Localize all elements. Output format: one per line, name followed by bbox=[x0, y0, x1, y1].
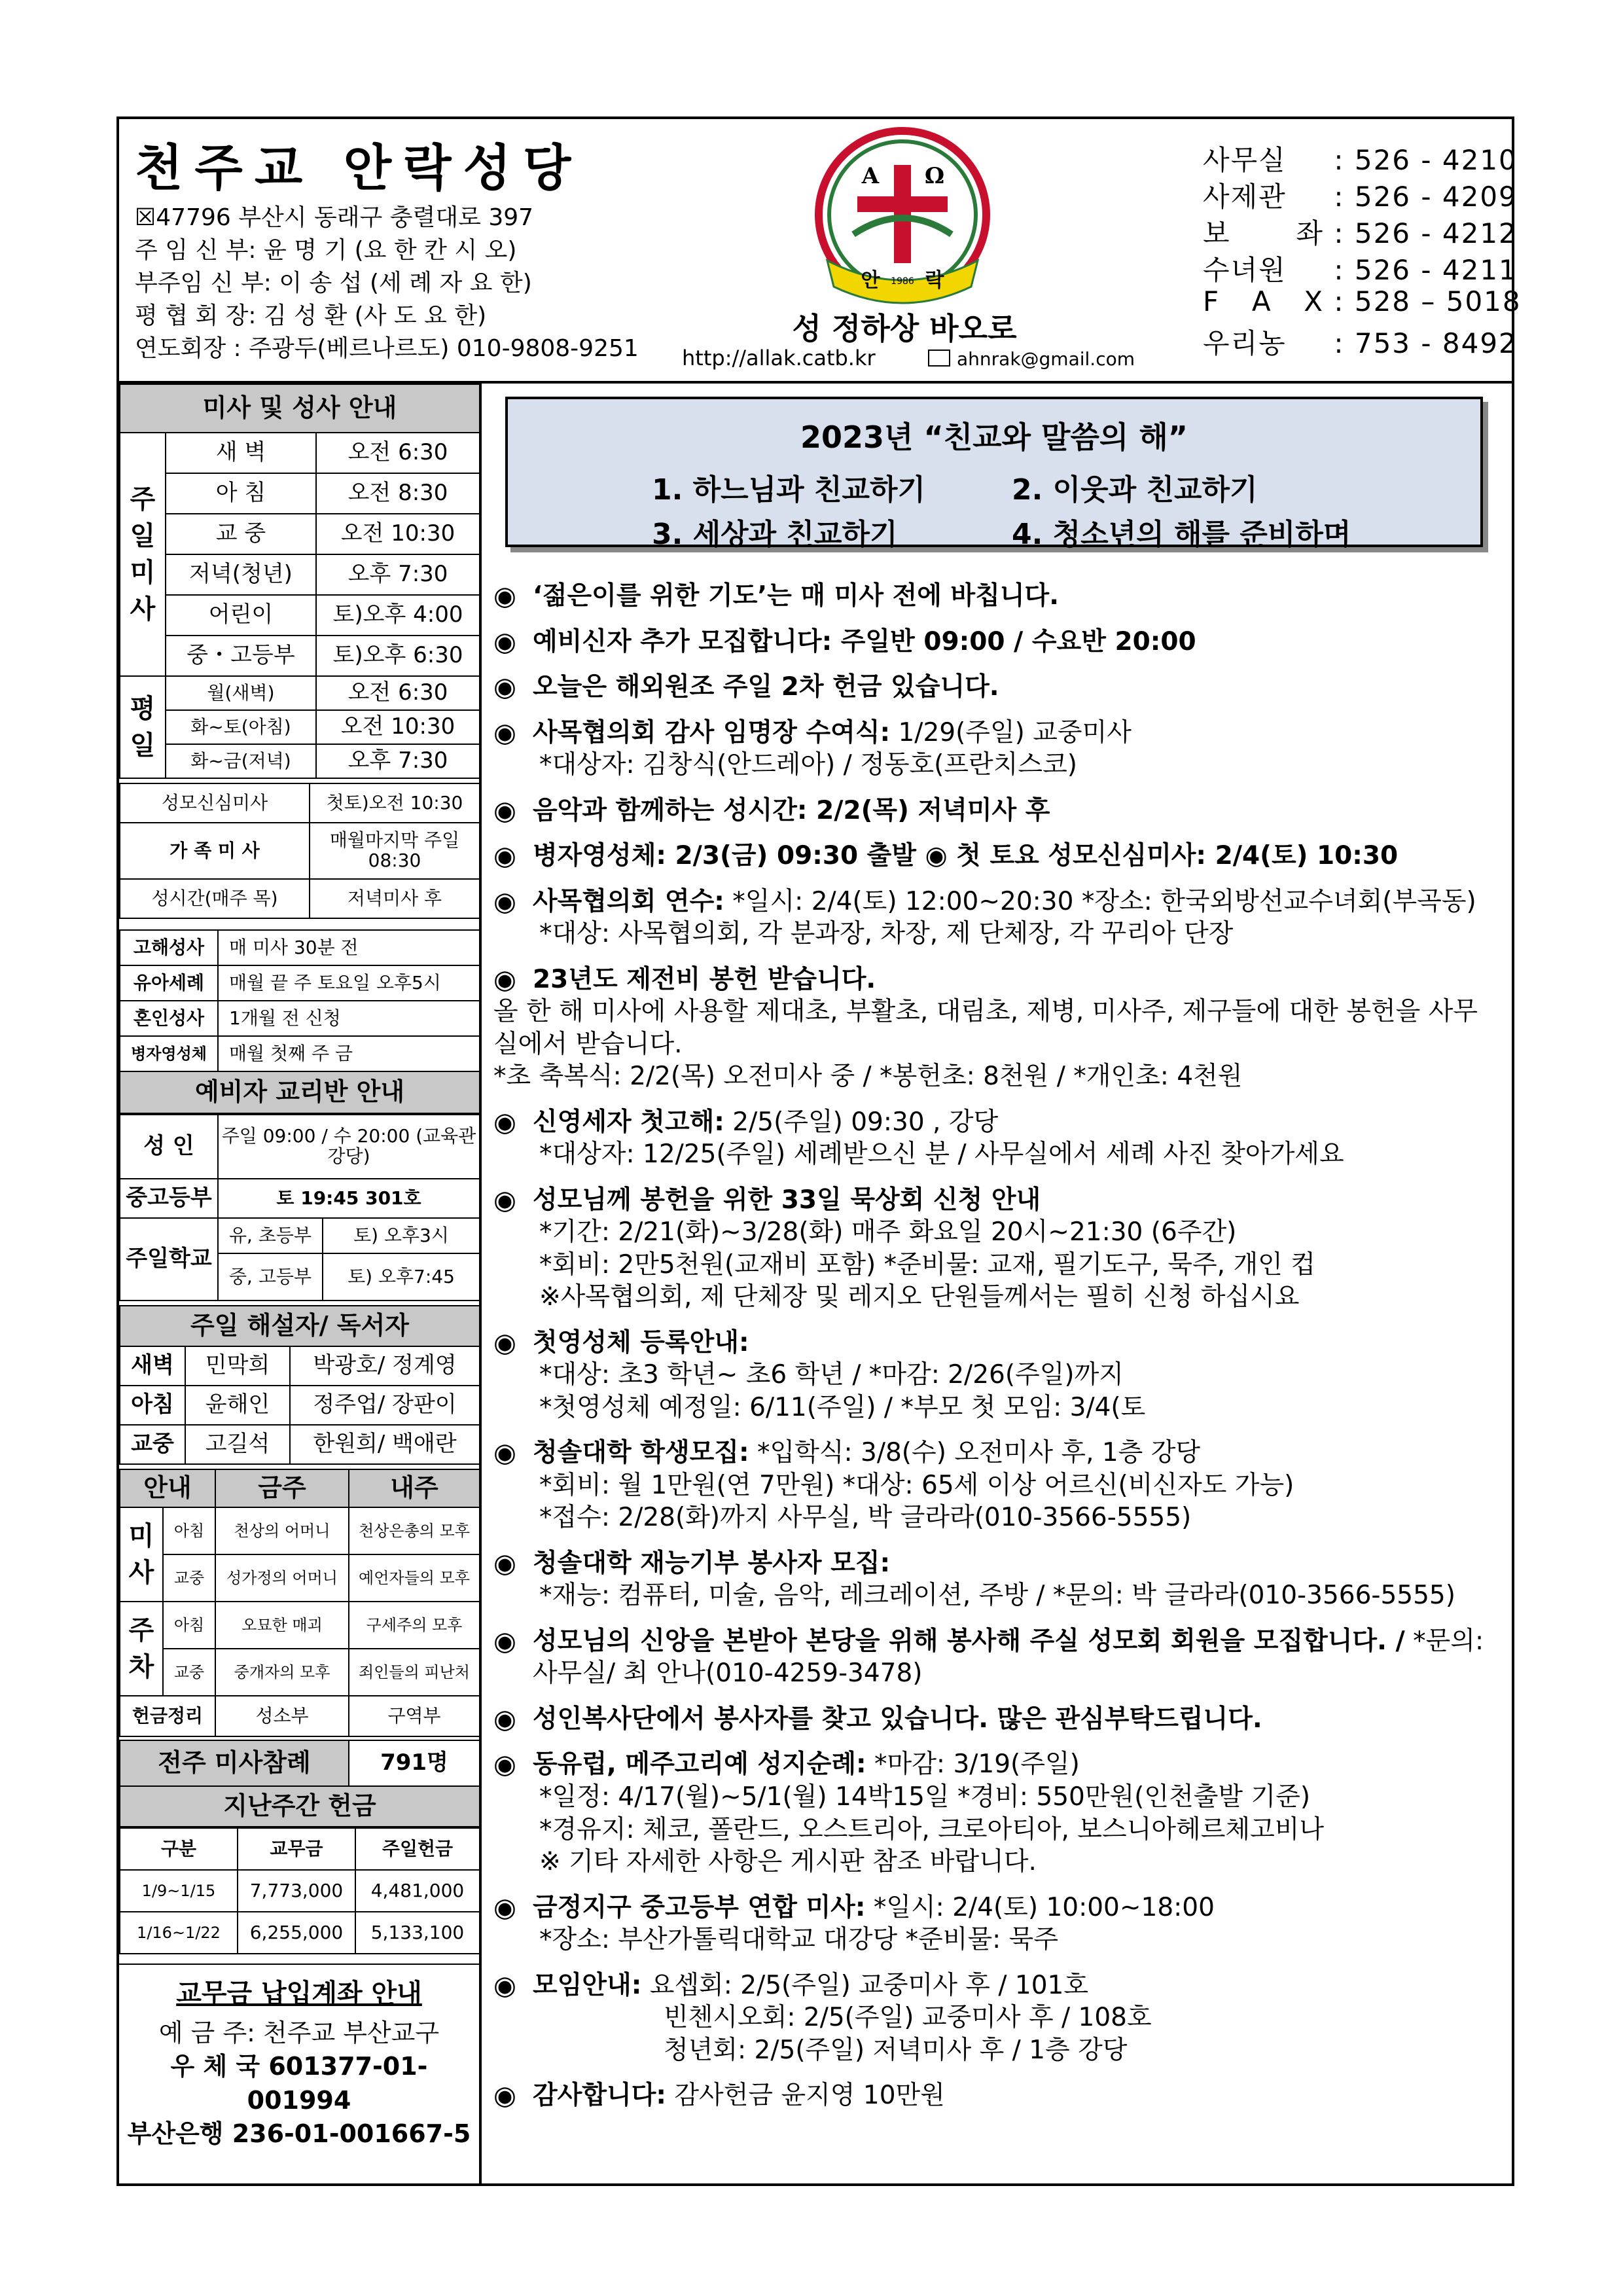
notice-detail: *기간: 2/21(화)~3/28(화) 매주 화요일 20시~21:30 (6주간) bbox=[539, 1217, 1237, 1247]
rosary-next-week: 구세주의 모후 bbox=[349, 1602, 480, 1649]
mass-time: 토)오후 6:30 bbox=[316, 636, 480, 676]
mass-title: 미사 및 성사 안내 bbox=[120, 384, 480, 433]
school-time: 토) 오후3시 bbox=[323, 1218, 480, 1253]
notice-item bbox=[493, 840, 1495, 872]
contact-value: : 526 - 4209 bbox=[1334, 181, 1518, 213]
email-link[interactable]: ahnrak@gmail.com bbox=[957, 348, 1135, 370]
sacrament-table bbox=[119, 929, 480, 1114]
parish-logo bbox=[808, 123, 997, 313]
offering-sunday: 4,481,000 bbox=[355, 1870, 480, 1912]
reader-commentator: 윤해인 bbox=[185, 1386, 290, 1425]
rosary-next-week: 예언자들의 모후 bbox=[349, 1554, 480, 1602]
staff-line: 연도회장 : 주광두(베르나르도) 010-9808-9251 bbox=[135, 335, 639, 362]
bulletin-frame bbox=[116, 117, 1522, 2186]
mass-name: 아 침 bbox=[166, 473, 316, 514]
bullet-icon: ◉ bbox=[493, 1892, 516, 1923]
notice-detail: *첫영성체 예정일: 6/11(주일) / *부모 첫 모임: 3/4(토 bbox=[539, 1392, 1146, 1422]
notice-text: *입학식: 3/8(수) 오전미사 후, 1층 강당 bbox=[749, 1438, 1201, 1468]
notice-heading: ‘젊은이를 위한 기도’는 매 미사 전에 바칩니다. bbox=[533, 581, 1060, 611]
special-mass-table bbox=[119, 783, 480, 919]
theme-goal: 4. 청소년의 해를 준비하며 bbox=[1012, 518, 1351, 551]
notice-heading: 성인복사단에서 봉사자를 찾고 있습니다. 많은 관심부탁드립니다. bbox=[533, 1704, 1262, 1734]
contact-label: 보 좌 bbox=[1203, 217, 1324, 249]
catechism-title: 예비자 교리반 안내 bbox=[120, 1071, 480, 1113]
attendance-label: 전주 미사참례 bbox=[120, 1740, 349, 1786]
collection-next-week: 구역부 bbox=[349, 1696, 480, 1736]
bank-title: 교무금 납입계좌 안내 bbox=[176, 1979, 422, 2009]
notice-text: 1/29(주일) 교중미사 bbox=[890, 717, 1132, 747]
offering-period: 1/9~1/15 bbox=[120, 1870, 238, 1912]
notice-detail: *회비: 월 1만원(연 7만원) *대상: 65세 이상 어르신(비신자도 가능) bbox=[539, 1470, 1294, 1500]
notice-detail: *초 축복식: 2/2(목) 오전미사 중 / *봉헌초: 8천원 / *개인초: 4천원 bbox=[493, 1062, 1243, 1092]
notice-item bbox=[493, 1625, 1495, 1690]
readers-table bbox=[119, 1305, 480, 1465]
rosary-head: 금주 bbox=[215, 1469, 349, 1507]
contact-value: : 526 - 4210 bbox=[1334, 144, 1518, 176]
notice-detail: *장소: 부산가톨릭대학교 대강당 *준비물: 묵주 bbox=[539, 1925, 1058, 1955]
offering-tithe: 7,773,000 bbox=[238, 1870, 355, 1912]
theme-goal: 1. 하느님과 친교하기 bbox=[652, 473, 925, 507]
rosary-this-week: 오묘한 매괴 bbox=[215, 1602, 349, 1649]
bullet-icon: ◉ bbox=[493, 1970, 516, 2001]
contact-row bbox=[1203, 139, 1518, 178]
rosary-next-week: 천상은총의 모후 bbox=[349, 1507, 480, 1554]
theme-goal: 2. 이웃과 친교하기 bbox=[1012, 473, 1258, 507]
contact-label: 수녀원 bbox=[1203, 254, 1287, 286]
logo-omega: Ω bbox=[924, 163, 945, 189]
rosary-head: 내주 bbox=[349, 1469, 480, 1507]
contact-row bbox=[1203, 249, 1518, 288]
bullet-icon: ◉ bbox=[493, 1185, 516, 1215]
notice-heading: 청솔대학 재능기부 봉사자 모집: bbox=[533, 1548, 891, 1578]
sacrament-info: 매 미사 30분 전 bbox=[218, 930, 480, 965]
contact-label: 사무실 bbox=[1203, 144, 1287, 176]
rosary-head: 안내 bbox=[120, 1469, 215, 1507]
mass-time: 오전 8:30 bbox=[316, 473, 480, 514]
bullet-icon: ◉ bbox=[493, 964, 516, 995]
bank-line: 부산은행 236-01-001667-5 bbox=[127, 2119, 471, 2148]
mass-name: 중・고등부 bbox=[166, 636, 316, 676]
offering-sunday: 5,133,100 bbox=[355, 1912, 480, 1954]
contact-label: 사제관 bbox=[1203, 181, 1287, 213]
contact-value: : 526 - 4211 bbox=[1334, 254, 1518, 286]
notice-detail: ※ 기타 자세한 사항은 게시판 참조 바랍니다. bbox=[539, 1847, 1037, 1877]
notice-heading: 모임안내: bbox=[533, 1970, 642, 2000]
notice-detail: 청년회: 2/5(주일) 저녁미사 후 / 1층 강당 bbox=[664, 2035, 1128, 2065]
special-mass-time: 저녁미사 후 bbox=[310, 879, 480, 918]
bullet-icon: ◉ bbox=[493, 672, 516, 703]
rosary-mass-label: 미 사 bbox=[120, 1507, 163, 1602]
notice-text: 감사헌금 윤지영 10만원 bbox=[666, 2081, 945, 2111]
mass-time: 토)오후 4:00 bbox=[316, 595, 480, 636]
staff-line: 주 임 신 부: 윤 명 기 (요 한 칸 시 오) bbox=[135, 237, 517, 264]
bullet-icon: ◉ bbox=[493, 1548, 516, 1579]
offering-table bbox=[119, 1827, 480, 1954]
notice-item bbox=[493, 1437, 1495, 1534]
contact-row bbox=[1203, 285, 1522, 317]
notice-item bbox=[493, 671, 1495, 704]
sacrament-info: 매월 끝 주 토요일 오후5시 bbox=[218, 965, 480, 1001]
mass-time: 오후 7:30 bbox=[316, 744, 480, 778]
mass-name: 월(새벽) bbox=[166, 676, 316, 710]
left-sidebar bbox=[119, 384, 482, 2186]
notice-detail: *대상자: 김창식(안드레아) / 정동호(프란치스코) bbox=[539, 750, 1077, 780]
rosary-this-week: 천상의 어머니 bbox=[215, 1507, 349, 1554]
mass-time: 오전 10:30 bbox=[316, 514, 480, 554]
reader-mass: 새벽 bbox=[120, 1346, 185, 1386]
reader-lectors: 박광호/ 정계영 bbox=[290, 1346, 480, 1386]
notice-item bbox=[493, 795, 1495, 827]
school-group: 중, 고등부 bbox=[218, 1253, 323, 1300]
special-mass-time: 매월마지막 주일 08:30 bbox=[310, 823, 480, 879]
church-name: 천주교 안락성당 bbox=[135, 139, 583, 197]
theme-goal: 3. 세상과 친교하기 bbox=[652, 518, 898, 551]
notice-heading: 병자영성체: 2/3(금) 09:30 출발 ◉ 첫 토요 성모신심미사: 2/4(토) 10:30 bbox=[533, 841, 1399, 871]
announcements-column bbox=[482, 384, 1512, 2186]
notice-heading: 감사합니다: bbox=[533, 2081, 666, 2111]
bullet-icon: ◉ bbox=[493, 1704, 516, 1734]
bullet-icon: ◉ bbox=[493, 1438, 516, 1469]
notice-item bbox=[493, 1969, 1495, 2067]
notice-detail: *대상: 초3 학년~ 초6 학년 / *마감: 2/26(주일)까지 bbox=[539, 1360, 1124, 1390]
rosary-mass: 아침 bbox=[163, 1602, 215, 1649]
notice-text: *일시: 2/4(토) 10:00~18:00 bbox=[865, 1892, 1215, 1922]
notice-detail: *회비: 2만5천원(교재비 포함) *준비물: 교재, 필기도구, 묵주, 개인 컵 bbox=[539, 1249, 1315, 1280]
rosary-this-week: 중개자의 모후 bbox=[215, 1649, 349, 1696]
sunday-mass-label: 주 일 미 사 bbox=[120, 433, 166, 676]
contact-row bbox=[1203, 212, 1518, 251]
bullet-icon: ◉ bbox=[493, 626, 516, 657]
notice-list bbox=[493, 580, 1495, 2125]
notice-detail: *일정: 4/17(월)~5/1(월) 14박15일 *경비: 550만원(인천출발 기준) bbox=[539, 1782, 1311, 1812]
reader-commentator: 민막희 bbox=[185, 1346, 290, 1386]
notice-heading: 첫영성체 등록안내: bbox=[533, 1327, 749, 1357]
school-group: 유, 초등부 bbox=[218, 1218, 323, 1253]
notice-heading: 신영세자 첫고해: bbox=[533, 1107, 724, 1137]
notice-heading: 금정지구 중고등부 연합 미사: bbox=[533, 1892, 866, 1922]
logo-alpha: A bbox=[861, 163, 880, 189]
youth-label: 중고등부 bbox=[120, 1179, 218, 1218]
rosary-park-label: 주 차 bbox=[120, 1602, 163, 1696]
notice-text: *문의: 사무실/ 최 안나(010-4259-3478) bbox=[533, 1626, 1484, 1689]
bullet-icon: ◉ bbox=[493, 581, 516, 611]
school-time: 토) 오후7:45 bbox=[323, 1253, 480, 1300]
notice-text: 2/5(주일) 09:30 , 강당 bbox=[724, 1107, 999, 1137]
staff-line: 평 협 회 장: 김 성 환 (사 도 요 한) bbox=[135, 302, 487, 329]
notice-item bbox=[493, 963, 1495, 1093]
bullet-icon: ◉ bbox=[493, 841, 516, 872]
collection-label: 헌금정리 bbox=[120, 1696, 215, 1736]
notice-text: 요셉회: 2/5(주일) 교중미사 후 / 101호 bbox=[641, 1970, 1089, 2000]
address: ☒47796 부산시 동래구 충렬대로 397 bbox=[135, 204, 534, 231]
special-mass-name: 성모신심미사 bbox=[120, 783, 310, 823]
rosary-mass: 교중 bbox=[163, 1554, 215, 1602]
notice-item bbox=[493, 1892, 1495, 1956]
catechism-label: 성 인 bbox=[120, 1115, 218, 1179]
rosary-next-week: 죄인들의 피난처 bbox=[349, 1649, 480, 1696]
contact-label: F A X bbox=[1203, 285, 1324, 317]
notice-item bbox=[493, 1547, 1495, 1612]
notice-heading: 23년도 제전비 봉헌 받습니다. bbox=[533, 964, 876, 994]
notice-item bbox=[493, 1703, 1495, 1736]
notice-heading: 오늘은 해외원조 주일 2차 헌금 있습니다. bbox=[533, 672, 999, 702]
special-mass-name: 가 족 미 사 bbox=[120, 823, 310, 879]
sunday-school-label: 주일학교 bbox=[120, 1218, 218, 1300]
notice-heading: 음악과 함께하는 성시간: 2/2(목) 저녁미사 후 bbox=[533, 795, 1050, 825]
year-theme-box bbox=[505, 397, 1483, 551]
offering-head: 주일헌금 bbox=[355, 1828, 480, 1870]
notice-item bbox=[493, 2079, 1495, 2112]
web-contact bbox=[682, 346, 1135, 370]
offering-tithe: 6,255,000 bbox=[238, 1912, 355, 1954]
bulletin-header bbox=[119, 119, 1522, 384]
notice-heading: 동유럽, 메주고리예 성지순례: bbox=[533, 1749, 866, 1780]
sacrament-name: 혼인성사 bbox=[120, 1001, 218, 1036]
website-link[interactable]: http://allak.catb.kr bbox=[682, 346, 876, 370]
notice-text: *마감: 3/19(주일) bbox=[866, 1749, 1080, 1780]
notice-detail: *대상: 사목협의회, 각 분과장, 차장, 제 단체장, 각 꾸리아 단장 bbox=[539, 919, 1234, 949]
bank-line: 우 체 국 601377-01-001994 bbox=[170, 2052, 428, 2115]
notice-item bbox=[493, 1327, 1495, 1424]
sacrament-info: 1개월 전 신청 bbox=[218, 1001, 480, 1036]
contact-value: : 526 - 4212 bbox=[1334, 217, 1518, 249]
notice-item bbox=[493, 717, 1495, 781]
bank-line: 예 금 주: 천주교 부산교구 bbox=[158, 2018, 440, 2047]
mass-schedule-table bbox=[119, 384, 480, 779]
contact-row bbox=[1203, 322, 1518, 361]
mass-name: 교 중 bbox=[166, 514, 316, 554]
notice-heading: 사목협의회 연수: bbox=[533, 886, 724, 916]
notice-detail: *경유지: 체코, 폴란드, 오스트리아, 크로아티아, 보스니아헤르체고비나 bbox=[539, 1814, 1325, 1844]
mass-time: 오후 7:30 bbox=[316, 554, 480, 595]
notice-heading: 청솔대학 학생모집: bbox=[533, 1438, 749, 1468]
rosary-table bbox=[119, 1469, 480, 1737]
notice-detail: *대상자: 12/25(주일) 세례받으신 분 / 사무실에서 세례 사진 찾아가세요 bbox=[539, 1139, 1344, 1170]
notice-detail: *재능: 컴퓨터, 미술, 음악, 레크레이션, 주방 / *문의: 박 글라라(010-3566-5555) bbox=[539, 1581, 1455, 1611]
contact-value: : 753 - 8492 bbox=[1334, 327, 1518, 359]
mass-time: 오전 6:30 bbox=[316, 433, 480, 473]
contact-label: 우리농 bbox=[1203, 327, 1287, 359]
special-mass-name: 성시간(매주 목) bbox=[120, 879, 310, 918]
attendance-value: 791명 bbox=[349, 1740, 480, 1786]
catechism-info: 주일 09:00 / 수 20:00 (교육관 강당) bbox=[218, 1115, 480, 1179]
contact-value: : 528 – 5018 bbox=[1334, 285, 1522, 317]
bullet-icon: ◉ bbox=[493, 1107, 516, 1138]
reader-commentator: 고길석 bbox=[185, 1425, 290, 1464]
rosary-mass: 교중 bbox=[163, 1649, 215, 1696]
mass-name: 새 벽 bbox=[166, 433, 316, 473]
notice-heading: 성모님께 봉헌을 위한 33일 묵상회 신청 안내 bbox=[533, 1185, 1041, 1215]
logo-year: 1986 bbox=[891, 276, 914, 287]
notice-item bbox=[493, 580, 1495, 613]
weekday-mass-label: 평 일 bbox=[120, 676, 166, 778]
notice-text: *일시: 2/4(토) 12:00~20:30 *장소: 한국외방선교수녀회(부곡동) bbox=[724, 886, 1476, 916]
year-theme-title: 2023년 “친교와 말씀의 해” bbox=[800, 420, 1188, 455]
bullet-icon: ◉ bbox=[493, 1626, 516, 1657]
special-mass-time: 첫토)오전 10:30 bbox=[310, 783, 480, 823]
notice-item bbox=[493, 886, 1495, 950]
reader-mass: 아침 bbox=[120, 1386, 185, 1425]
mass-name: 어린이 bbox=[166, 595, 316, 636]
sacrament-name: 고해성사 bbox=[120, 930, 218, 965]
sacrament-name: 병자영성체 bbox=[120, 1036, 218, 1071]
reader-mass: 교중 bbox=[120, 1425, 185, 1464]
reader-lectors: 한원희/ 백애란 bbox=[290, 1425, 480, 1464]
logo-text-rak: 락 bbox=[925, 269, 944, 292]
bullet-icon: ◉ bbox=[493, 795, 516, 826]
mass-name: 화~토(아침) bbox=[166, 710, 316, 744]
offering-head: 교무금 bbox=[238, 1828, 355, 1870]
mass-time: 오전 6:30 bbox=[316, 676, 480, 710]
notice-item bbox=[493, 1106, 1495, 1171]
attendance-table bbox=[119, 1740, 480, 1827]
mass-name: 저녁(청년) bbox=[166, 554, 316, 595]
notice-detail: 빈첸시오회: 2/5(주일) 교중미사 후 / 108호 bbox=[664, 2003, 1152, 2033]
offering-title: 지난주간 헌금 bbox=[120, 1786, 480, 1827]
notice-detail: ※사목협의회, 제 단체장 및 레지오 단원들께서는 필히 신청 하십시요 bbox=[539, 1282, 1300, 1312]
readers-title: 주일 해설자/ 독서자 bbox=[120, 1306, 480, 1346]
staff-line: 부주임 신 부: 이 송 섭 (세 례 자 요 한) bbox=[135, 270, 532, 296]
youth-info: 토 19:45 301호 bbox=[218, 1179, 480, 1218]
reader-lectors: 정주업/ 장판이 bbox=[290, 1386, 480, 1425]
offering-period: 1/16~1/22 bbox=[120, 1912, 238, 1954]
bullet-icon: ◉ bbox=[493, 717, 516, 748]
collection-this-week: 성소부 bbox=[215, 1696, 349, 1736]
offering-head: 구분 bbox=[120, 1828, 238, 1870]
mail-icon bbox=[928, 350, 950, 367]
notice-detail: *접수: 2/28(화)까지 사무실, 박 글라라(010-3566-5555) bbox=[539, 1503, 1192, 1533]
mass-time: 오전 10:30 bbox=[316, 710, 480, 744]
rosary-this-week: 성가정의 어머니 bbox=[215, 1554, 349, 1602]
bullet-icon: ◉ bbox=[493, 886, 516, 917]
notice-heading: 사목협의회 감사 임명장 수여식: bbox=[533, 717, 891, 747]
sacrament-info: 매월 첫째 주 금 bbox=[218, 1036, 480, 1071]
rosary-mass: 아침 bbox=[163, 1507, 215, 1554]
notice-detail: 올 한 해 미사에 사용할 제대초, 부활초, 대림초, 제병, 미사주, 제구들에 대한 봉헌을 사무실에서 받습니다. bbox=[493, 997, 1478, 1059]
notice-item bbox=[493, 1184, 1495, 1314]
bullet-icon: ◉ bbox=[493, 2081, 516, 2111]
notice-heading: 성모님의 신앙을 본받아 본당을 위해 봉사해 주실 성모회 회원을 모집합니다. / bbox=[533, 1626, 1405, 1656]
bullet-icon: ◉ bbox=[493, 1749, 516, 1780]
catechism-table bbox=[119, 1114, 480, 1301]
notice-heading: 예비신자 추가 모집합니다: 주일반 09:00 / 수요반 20:00 bbox=[533, 626, 1196, 656]
notice-item bbox=[493, 1748, 1495, 1878]
mass-name: 화~금(저녁) bbox=[166, 744, 316, 778]
bank-account-box bbox=[119, 1964, 479, 2151]
sacrament-name: 유아세례 bbox=[120, 965, 218, 1001]
contact-row bbox=[1203, 175, 1518, 215]
bullet-icon: ◉ bbox=[493, 1327, 516, 1358]
logo-text-an: 안 bbox=[861, 269, 880, 292]
notice-item bbox=[493, 626, 1495, 658]
patron-saint: 성 정하상 바오로 bbox=[792, 311, 1017, 346]
